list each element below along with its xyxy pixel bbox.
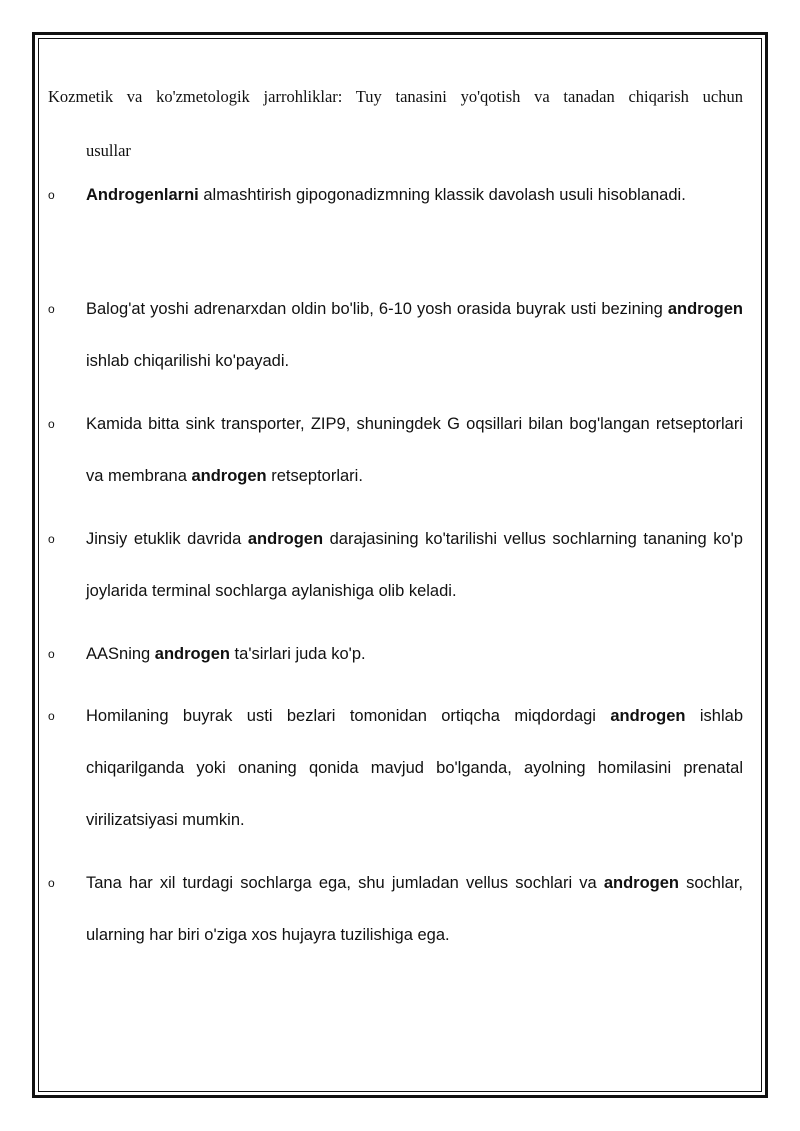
heading-line-2: usullar	[86, 141, 131, 160]
heading-line-1: Kozmetik va ko'zmetologik jarrohliklar: Tuy tanasini yo'qotish va tanadan chiqarish uchun	[48, 87, 743, 106]
highlight-term: androgen	[603, 874, 679, 892]
document-heading	[48, 70, 743, 178]
bullet-marker: o	[48, 188, 55, 202]
list-item-text: Androgenlarni almashtirish gipogonadizmning klassik davolash usuli hisoblanadi.	[86, 186, 686, 204]
bullet-marker: o	[48, 417, 55, 431]
highlight-term: androgen	[247, 530, 324, 548]
list-item-text: Tana har xil turdagi sochlarga ega, shu jumladan vellus sochlari va androgen sochlar, ularning har biri o'ziga xos hujayra tuzilishiga ega.	[86, 874, 743, 944]
highlight-term: androgen	[610, 707, 686, 725]
bullet-marker: o	[48, 709, 55, 723]
list-item-text: Balog'at yoshi adrenarxdan oldin bo'lib, 6-10 yosh orasida buyrak usti bezining androgen ishlab chiqarilishi ko'payadi.	[86, 300, 743, 370]
bullet-marker: o	[48, 876, 55, 890]
list-item-text: Jinsiy etuklik davrida androgen darajasining ko'tarilishi vellus sochlarning tananing ko'p joylarida terminal sochlarga aylanishiga olib keladi.	[86, 530, 743, 600]
list-item-text: AASning androgen ta'sirlari juda ko'p.	[86, 645, 366, 663]
bullet-marker: o	[48, 302, 55, 316]
highlight-term: Androgenlarni	[86, 186, 199, 204]
list-item-text: Kamida bitta sink transporter, ZIP9, shuningdek G oqsillari bilan bog'langan retseptorlari va membrana androgen retseptorlari.	[86, 415, 743, 485]
highlight-term: androgen	[667, 300, 743, 318]
list-item-text: Homilaning buyrak usti bezlari tomonidan ortiqcha miqdordagi androgen ishlab chiqarilganda yoki onaning qonida mavjud bo'lganda, ayolning homilasini prenatal virilizatsiyasi mumkin.	[86, 707, 743, 829]
bullet-marker: o	[48, 647, 55, 661]
highlight-term: androgen	[154, 645, 230, 663]
highlight-term: androgen	[191, 467, 267, 485]
bullet-marker: o	[48, 532, 55, 546]
